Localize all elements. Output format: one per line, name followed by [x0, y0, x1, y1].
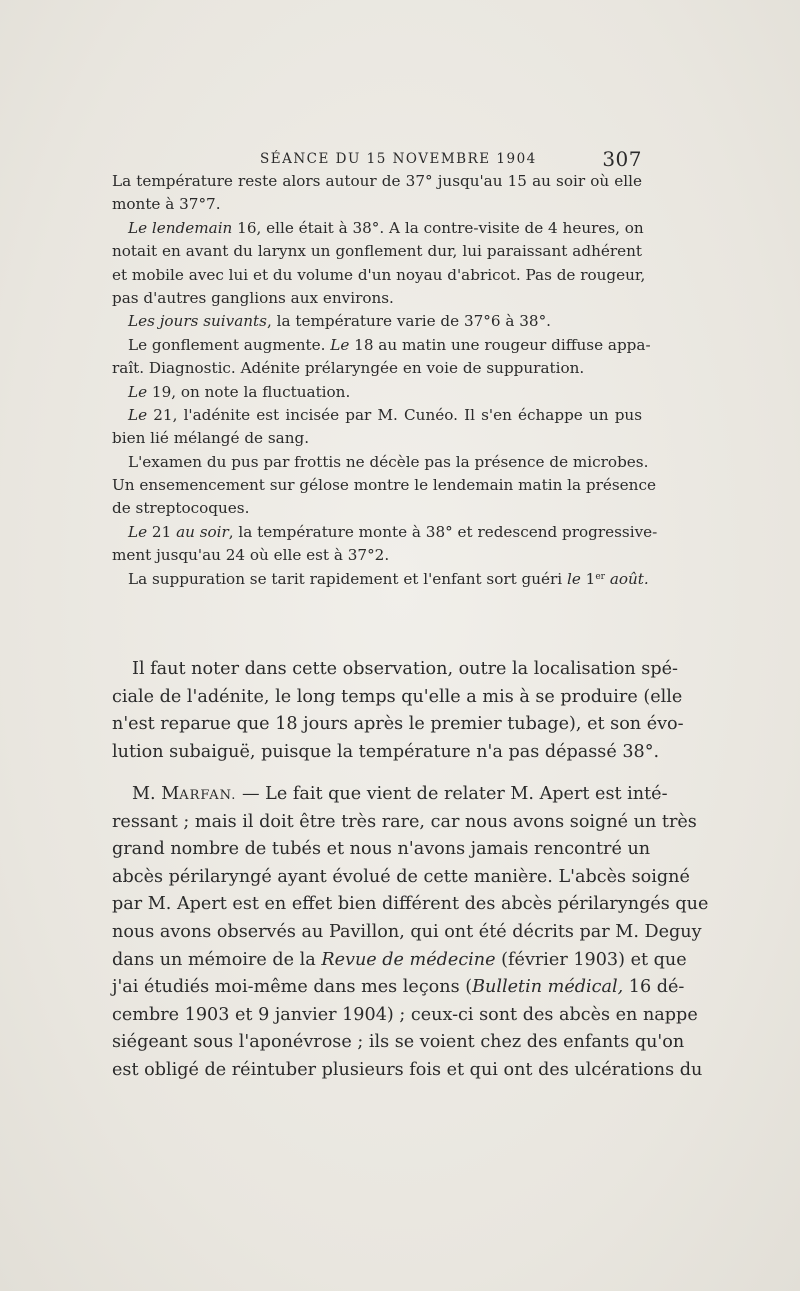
page-number: 307: [602, 147, 642, 171]
text-line: notait en avant du larynx un gonflement dur, lui paraissant adhérent: [112, 242, 642, 261]
commentary-paragraph: [112, 656, 684, 766]
text-line: et mobile avec lui et du volume d'un noyau d'abricot. Pas de rougeur,: [112, 265, 646, 284]
text-line: cembre 1903 et 9 janvier 1904) ; ceux-ci sont des abcès en nappe: [112, 1004, 698, 1025]
text-line: de streptocoques.: [112, 499, 250, 518]
text-line: est obligé de réintuber plusieurs fois et qui ont des ulcérations du: [112, 1059, 703, 1080]
text-line: Le 19, on note la fluctuation.: [128, 382, 351, 401]
text-line: dans un mémoire de la Revue de médecine (février 1903) et que: [112, 949, 687, 970]
text-line: Un ensemencement sur gélose montre le lendemain matin la présence: [112, 476, 656, 495]
text-line: n'est reparue que 18 jours après le premier tubage), et son évo-: [112, 714, 684, 735]
text-line: ressant ; mais il doit être très rare, car nous avons soigné un très: [112, 811, 697, 832]
text-line: lution subaiguë, puisque la température n'a pas dépassé 38°.: [112, 741, 660, 762]
text-line: grand nombre de tubés et nous n'avons jamais rencontré un: [112, 839, 651, 860]
text-line: siégeant sous l'aponévrose ; ils se voient chez des enfants qu'on: [112, 1032, 685, 1053]
case-report-section: [112, 170, 658, 591]
text-line: Le lendemain 16, elle était à 38°. A la contre-visite de 4 heures, on: [128, 218, 644, 237]
text-line: raît. Diagnostic. Adénite prélaryngée en voie de suppuration.: [112, 359, 585, 378]
text-line: Le gonflement augmente. Le 18 au matin une rougeur diffuse appa-: [128, 335, 651, 354]
text-line: La suppuration se tarit rapidement et l'enfant sort guéri le 1er août.: [128, 569, 649, 588]
text-line: ment jusqu'au 24 où elle est à 37°2.: [112, 546, 390, 565]
text-line: bien lié mélangé de sang.: [112, 429, 310, 448]
text-line: Le 21 au soir, la température monte à 38° et redescend progressive-: [128, 522, 658, 541]
text-line: j'ai étudiés moi-même dans mes leçons (Bulletin médical, 16 dé-: [112, 977, 685, 998]
text-line: pas d'autres ganglions aux environs.: [112, 288, 394, 307]
text-line: L'examen du pus par frottis ne décèle pas la présence de microbes.: [128, 452, 649, 471]
text-line: ciale de l'adénite, le long temps qu'elle a mis à se produire (elle: [112, 686, 683, 707]
text-line: abcès périlaryngé ayant évolué de cette manière. L'abcès soigné: [112, 866, 690, 887]
text-line: Le 21, l'adénite est incisée par M. Cunéo. Il s'en échappe un pus: [128, 405, 642, 424]
running-title: SÉANCE DU 15 NOVEMBRE 1904: [260, 151, 537, 167]
text-line: M. MARFAN. — Le fait que vient de relater M. Apert est inté-: [132, 784, 668, 804]
text-line: La température reste alors autour de 37° jusqu'au 15 au soir où elle: [112, 172, 642, 190]
text-line: par M. Apert est en effet bien différent des abcès périlaryngés que: [112, 894, 709, 915]
marfan-discussion: [112, 781, 709, 1085]
text-line: monte à 37°7.: [112, 195, 221, 214]
text-line: Il faut noter dans cette observation, outre la localisation spé-: [132, 659, 678, 679]
speaker-name: M. M: [132, 784, 180, 804]
text-line: Les jours suivants, la température varie de 37°6 à 38°.: [128, 312, 551, 331]
text-line: nous avons observés au Pavillon, qui ont été décrits par M. Deguy: [112, 921, 702, 942]
